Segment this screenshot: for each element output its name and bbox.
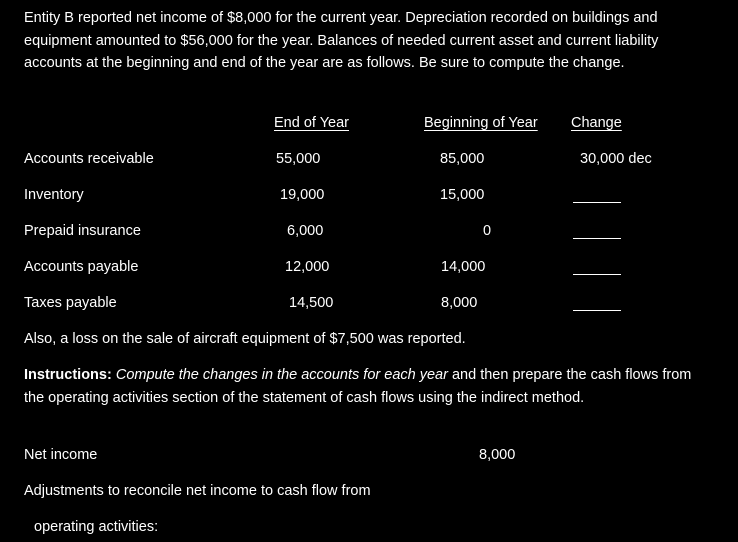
end-of-year-value: 6,000 bbox=[287, 223, 324, 239]
loss-note: Also, a loss on the sale of aircraft equipment of $7,500 was reported. bbox=[24, 331, 466, 347]
instructions-label: Instructions: bbox=[24, 367, 112, 383]
instructions-text: and then prepare the cash flows from the operating activities section of the statement of cash flows using the indirect method. bbox=[24, 367, 692, 406]
adjustments-label: Adjustments to reconcile net income to cash flow from bbox=[24, 483, 371, 499]
operating-activities-label: operating activities: bbox=[34, 519, 159, 535]
account-name: Inventory bbox=[24, 187, 84, 203]
beginning-of-year-value: 0 bbox=[483, 223, 492, 239]
header-end-of-year: End of Year bbox=[274, 115, 349, 131]
change-answer-blank[interactable] bbox=[573, 310, 621, 311]
account-name: Taxes payable bbox=[24, 295, 117, 311]
intro-paragraph: Entity B reported net income of $8,000 for the current year. Depreciation recorded on buildings and equipment amounted to $56,000 for the year. Balances of needed current asset and current liability accounts at the beginning and end of the year are as follows. Be sure to compute the change. bbox=[24, 10, 659, 71]
change-answer-blank[interactable] bbox=[573, 238, 621, 239]
header-change: Change bbox=[571, 115, 622, 131]
change-answer-blank[interactable] bbox=[573, 274, 621, 275]
beginning-of-year-value: 14,000 bbox=[441, 259, 486, 275]
end-of-year-value: 55,000 bbox=[276, 151, 321, 167]
end-of-year-value: 14,500 bbox=[289, 295, 334, 311]
beginning-of-year-value: 8,000 bbox=[441, 295, 478, 311]
net-income-label: Net income bbox=[24, 447, 98, 463]
beginning-of-year-value: 15,000 bbox=[440, 187, 485, 203]
instructions-italic: Compute the changes in the accounts for each year bbox=[115, 367, 448, 383]
end-of-year-value: 12,000 bbox=[285, 259, 330, 275]
beginning-of-year-value: 85,000 bbox=[440, 151, 485, 167]
instructions-paragraph bbox=[24, 364, 714, 409]
net-income-value: 8,000 bbox=[479, 447, 516, 463]
header-beginning-of-year: Beginning of Year bbox=[424, 115, 538, 131]
change-answer-blank[interactable] bbox=[573, 202, 621, 203]
account-name: Accounts payable bbox=[24, 259, 139, 275]
account-name: Prepaid insurance bbox=[24, 223, 141, 239]
change-value: 30,000 dec bbox=[580, 151, 652, 167]
end-of-year-value: 19,000 bbox=[280, 187, 325, 203]
account-name: Accounts receivable bbox=[24, 151, 154, 167]
